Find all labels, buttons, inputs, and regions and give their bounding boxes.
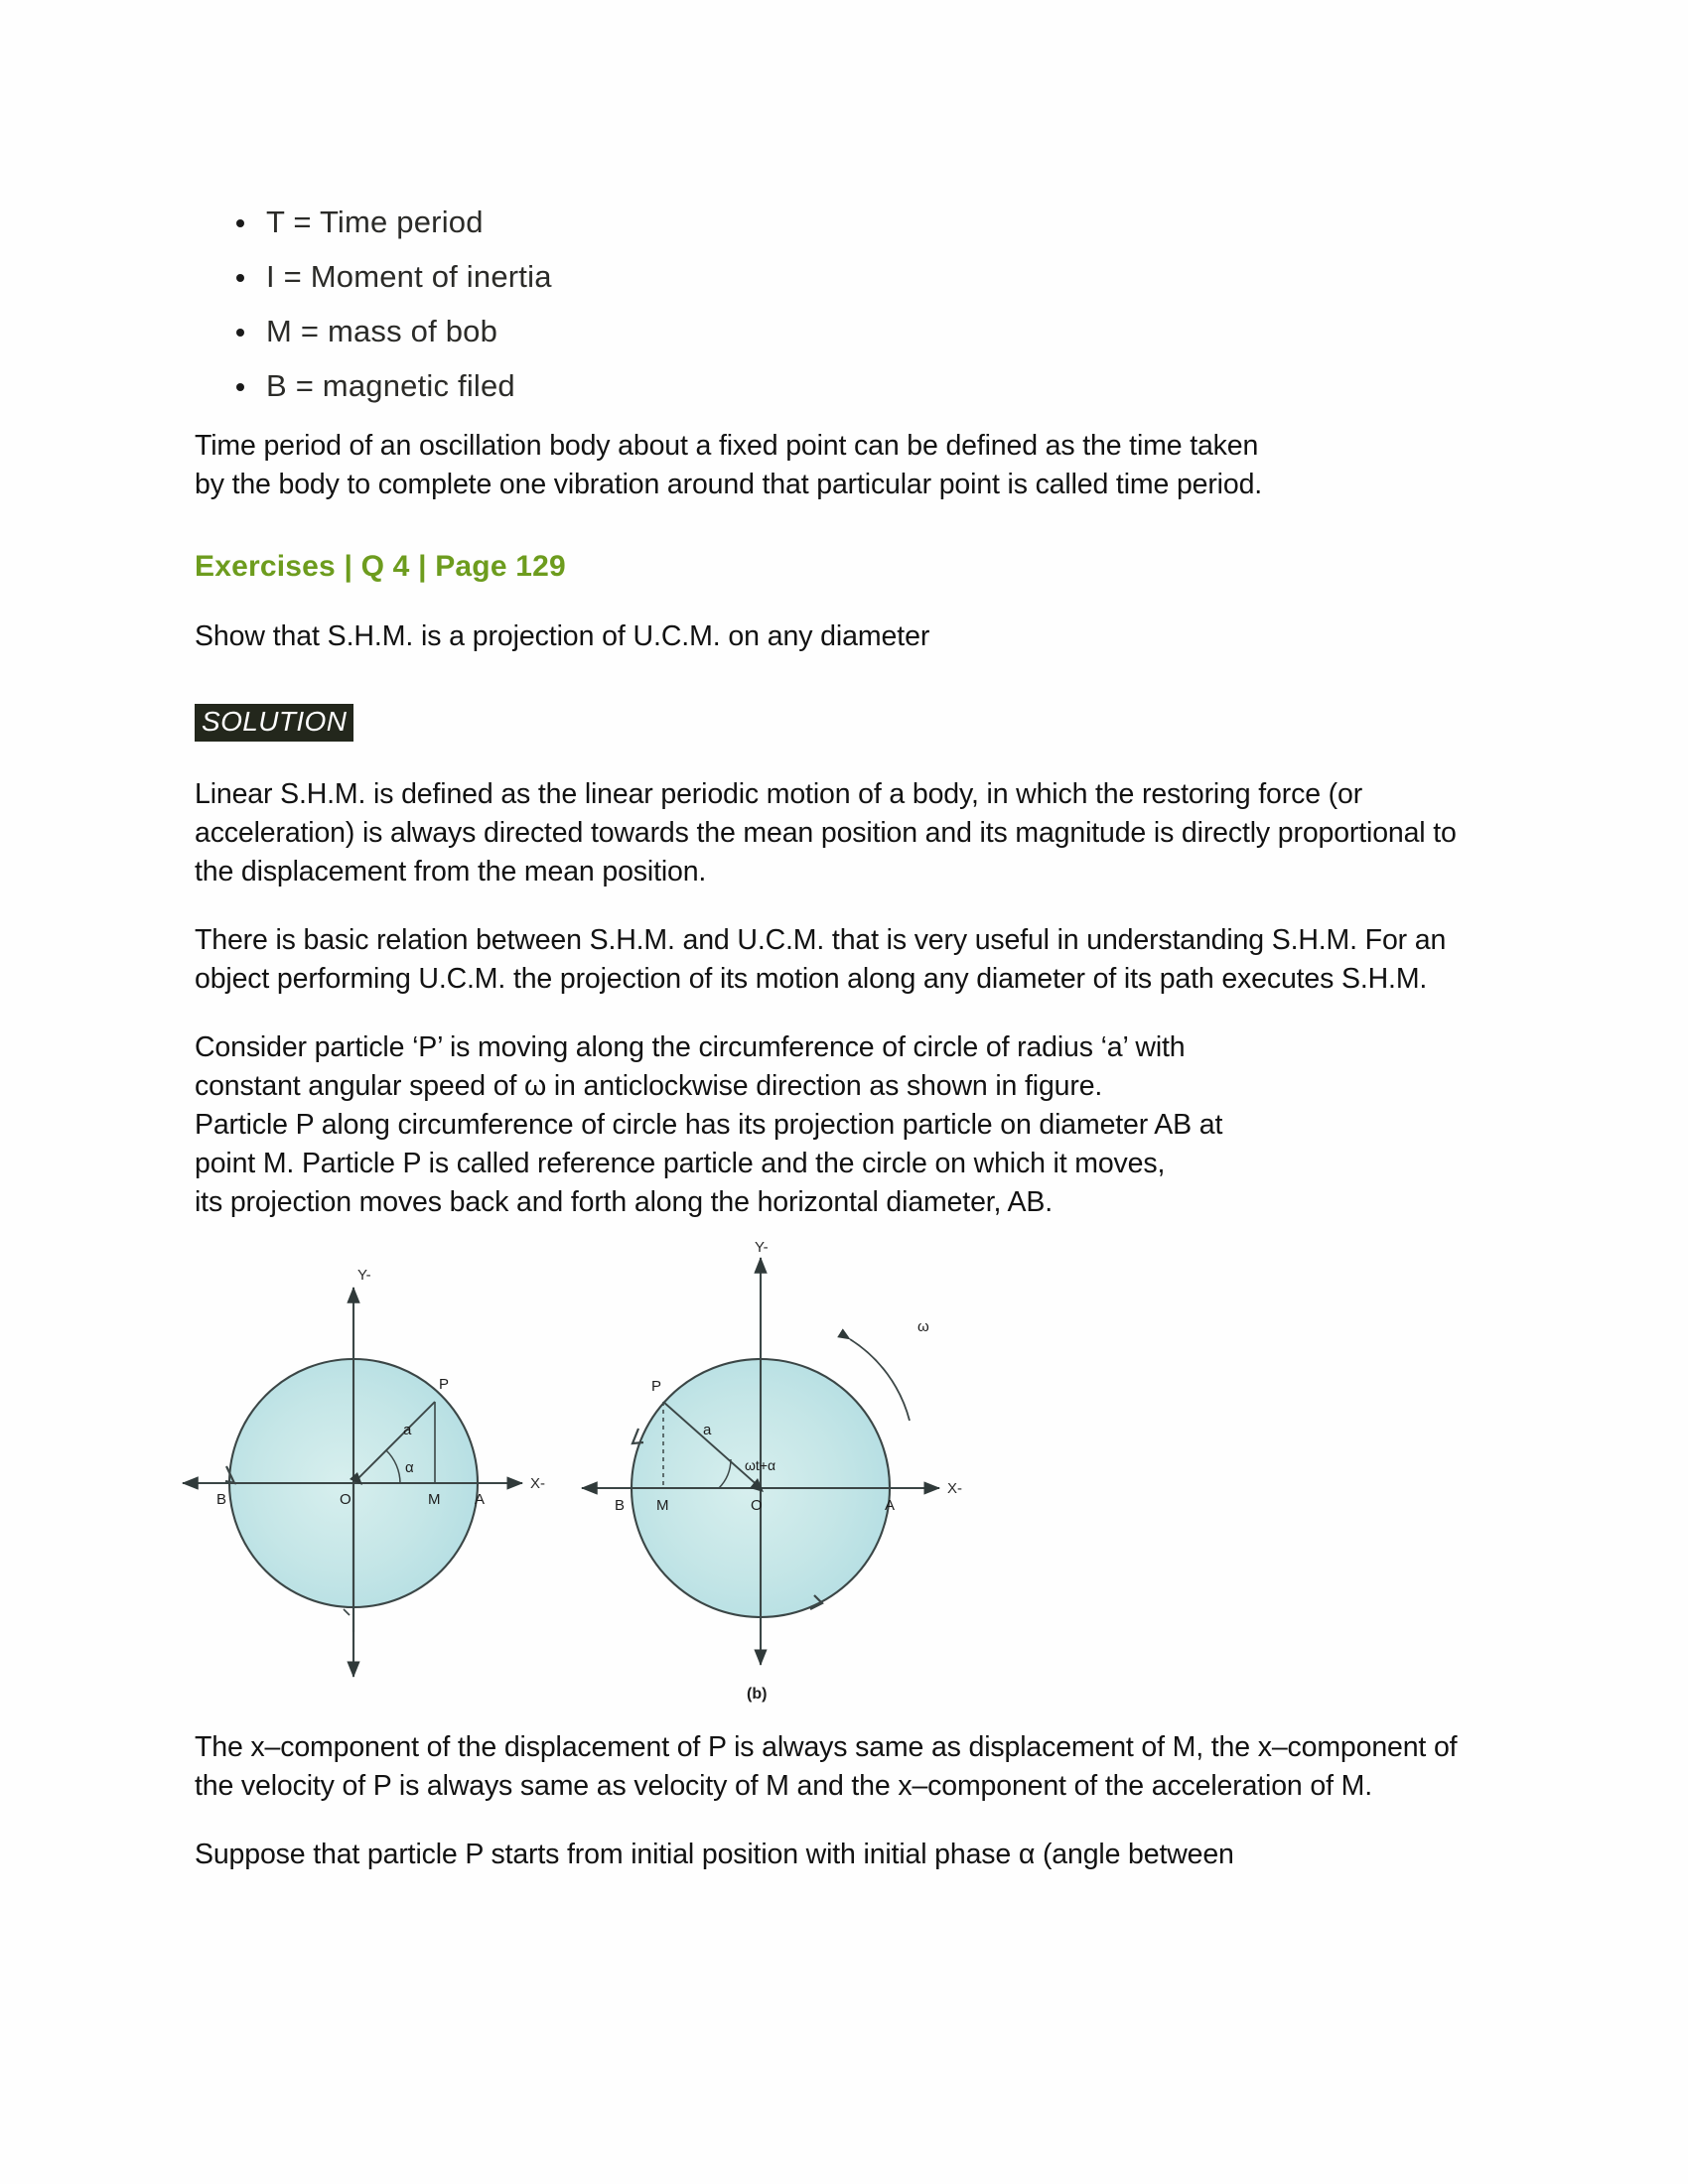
left-point-m-label: M — [428, 1491, 441, 1508]
solution-para3-line-3: Particle P along circumference of circle has its projection particle on diameter AB at — [195, 1109, 1223, 1141]
solution-para3-line-5: its projection moves back and forth along the horizontal diameter, AB. — [195, 1186, 1053, 1218]
ucm-shm-figure — [155, 1240, 1476, 1706]
left-diagram — [183, 1267, 545, 1677]
right-point-b-label: B — [615, 1497, 626, 1514]
left-bottom-tick — [344, 1609, 350, 1615]
right-point-p-label: P — [651, 1378, 662, 1395]
right-angle-label: ωt+α — [745, 1457, 776, 1473]
left-x-axis-label: X- — [530, 1475, 545, 1492]
solution-paragraph-5: Suppose that particle P starts from initial position with initial phase α (angle between — [195, 1839, 1234, 1870]
list-item: M = mass of bob — [195, 304, 1476, 358]
list-item: B = magnetic filed — [195, 358, 1476, 413]
right-omega-label: ω — [917, 1318, 929, 1335]
solution-para3-line-4: point M. Particle P is called reference particle and the circle on which it moves, — [195, 1148, 1166, 1179]
solution-para3-line-1: Consider particle ‘P’ is moving along the circumference of circle of radius ‘a’ with — [195, 1031, 1186, 1063]
right-diagram — [582, 1240, 962, 1703]
solution-paragraph-3 — [195, 1028, 1476, 1222]
question-text: Show that S.H.M. is a projection of U.C.M. on any diameter — [195, 620, 930, 652]
solution-badge: SOLUTION — [195, 704, 353, 742]
left-point-o-label: O — [340, 1491, 352, 1508]
page-content — [195, 195, 1476, 1904]
solution-paragraph-2: There is basic relation between S.H.M. and U.C.M. that is very useful in understanding S.H.M. For an object performing U.C.M. the projection of its motion along any diameter of its path executes S.H.M. — [195, 924, 1447, 995]
intro-line-2: by the body to complete one vibration around that particular point is called time period. — [195, 469, 1263, 500]
intro-paragraph — [195, 427, 1476, 504]
right-x-axis-label: X- — [947, 1480, 962, 1497]
right-radius-label: a — [703, 1422, 712, 1438]
definition-list — [195, 195, 1476, 413]
list-item: T = Time period — [195, 195, 1476, 249]
right-y-axis-label: Y- — [755, 1240, 769, 1256]
solution-para3-line-2: constant angular speed of ω in anticlockwise direction as shown in figure. — [195, 1070, 1103, 1102]
left-point-p-label: P — [439, 1376, 450, 1393]
left-y-axis-label: Y- — [357, 1267, 371, 1284]
intro-line-1: Time period of an oscillation body about a fixed point can be defined as the time taken — [195, 430, 1259, 462]
right-point-o-label: O — [751, 1497, 763, 1514]
list-item: I = Moment of inertia — [195, 249, 1476, 304]
right-point-a-label: A — [885, 1497, 896, 1514]
left-radius-label: a — [403, 1422, 412, 1438]
figure-caption-b: (b) — [747, 1686, 768, 1703]
exercise-heading: Exercises | Q 4 | Page 129 — [195, 550, 566, 583]
left-angle-label: α — [405, 1459, 414, 1476]
figure-svg — [155, 1240, 1476, 1706]
solution-paragraph-4: The x–component of the displacement of P is always same as displacement of M, the x–component of the velocity of P is always same as velocity of M and the x–component of the acceleration of M. — [195, 1731, 1458, 1802]
solution-paragraph-1: Linear S.H.M. is defined as the linear periodic motion of a body, in which the restoring force (or acceleration) is always directed towards the mean position and its magnitude is directly proportional to the displacement from the mean position. — [195, 778, 1457, 887]
right-point-m-label: M — [656, 1497, 669, 1514]
left-point-a-label: A — [475, 1491, 486, 1508]
left-point-b-label: B — [216, 1491, 227, 1508]
